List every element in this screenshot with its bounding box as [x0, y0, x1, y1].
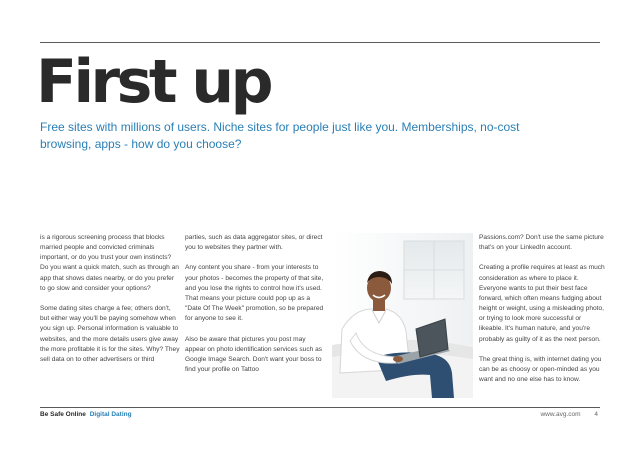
- text-column-3: [479, 233, 607, 395]
- paragraph: Passions.com? Don't use the same picture that's on your LinkedIn account.: [479, 234, 604, 252]
- footer-brand: Be Safe Online: [40, 411, 86, 418]
- paragraph: Creating a profile requires at least as much consideration as where to place it. Everyone wants to put their best face forward, which often means fudging about height or weight, using a misleading photo, or trying to look more successful or likeable. It's human nature, and you're probably as guilty of it as the next person.: [479, 264, 605, 343]
- man-with-laptop-photo: [332, 233, 473, 398]
- text-column-2: [185, 233, 325, 385]
- text-column-1: [40, 233, 180, 375]
- footer-meta: [540, 410, 598, 420]
- paragraph: Some dating sites charge a fee; others don't, but either way you'll be paying somehow when you sign up. Personal information is valuable to websites, and the more details users give away the more profitable it is for the sites. Why? They sell data on to other advertisers or third: [40, 305, 180, 363]
- footer-url[interactable]: www.avg.com: [540, 411, 581, 418]
- page-number: 4: [594, 411, 598, 418]
- paragraph: Any content you share - from your interests to your photos - becomes the property of that site, and you lose the rights to control how it's used. That means your picture could pop up as a "Date Of The Week" promotion, so be prepared for anyone to see it.: [185, 264, 324, 323]
- footer-section: Digital Dating: [89, 411, 132, 418]
- paragraph: parties, such as data aggregator sites, or direct you to websites they partner with.: [185, 234, 323, 252]
- page-headline: First up: [36, 47, 271, 117]
- paragraph: Also be aware that pictures you post may appear on photo identification services such as Google Image Search. Don't want your boss to find your profile on Tattoo: [185, 335, 323, 373]
- bottom-divider: [40, 407, 600, 408]
- page-subtitle: Free sites with millions of users. Niche sites for people just like you. Memberships, no-cost browsing, apps - how do you choose?: [40, 120, 520, 151]
- footer-title: [40, 410, 132, 420]
- paragraph: The great thing is, with internet dating you can be as choosy or open-minded as you want and no one else has to know.: [479, 355, 602, 384]
- top-divider: [40, 42, 600, 43]
- paragraph: is a rigorous screening process that blocks married people and convicted criminals important, or do you trust your own instincts? Do you want a quick match, such as through an app that shows dates nearby, or do you prefer to go slow and consider your options?: [40, 234, 179, 292]
